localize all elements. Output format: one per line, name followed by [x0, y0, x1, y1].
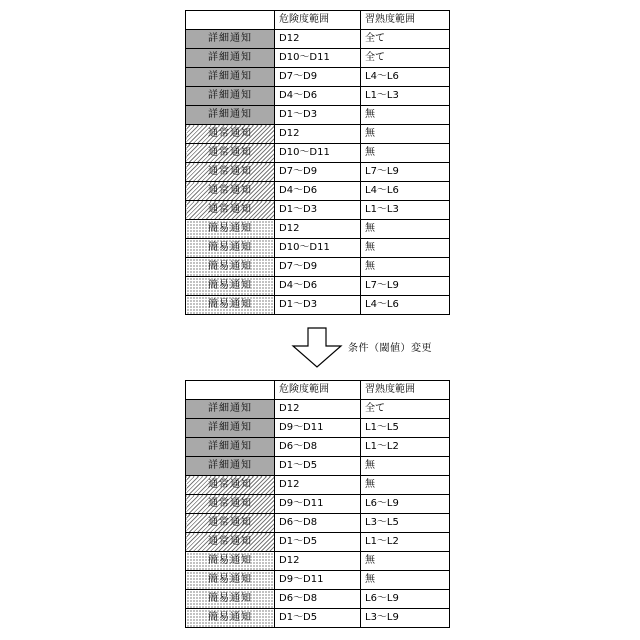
header-blank-cell — [186, 381, 275, 400]
notification-type-label: 通常通知 — [206, 166, 254, 177]
notification-type-cell — [186, 277, 275, 296]
notification-type-cell — [186, 571, 275, 590]
notification-type-cell — [186, 552, 275, 571]
table-row — [186, 457, 450, 476]
danger-range-cell: D7〜D9 — [275, 68, 361, 87]
notification-type-cell — [186, 590, 275, 609]
notification-type-cell — [186, 30, 275, 49]
notification-type-cell — [186, 49, 275, 68]
notification-type-label: 通常通知 — [206, 204, 254, 215]
skill-range-cell: L1〜L5 — [361, 419, 450, 438]
danger-range-cell: D7〜D9 — [275, 258, 361, 277]
notification-type-label: 通常通知 — [206, 536, 254, 547]
table-row — [186, 239, 450, 258]
table-row — [186, 514, 450, 533]
danger-range-cell: D1〜D3 — [275, 106, 361, 125]
table-row — [186, 277, 450, 296]
table-row — [186, 296, 450, 315]
notification-type-cell — [186, 533, 275, 552]
danger-range-cell: D12 — [275, 476, 361, 495]
danger-range-cell: D1〜D5 — [275, 609, 361, 628]
skill-range-cell: 全て — [361, 49, 450, 68]
skill-range-cell: 全て — [361, 30, 450, 49]
danger-range-cell: D1〜D5 — [275, 533, 361, 552]
table-row — [186, 571, 450, 590]
notification-type-label: 通常通知 — [206, 517, 254, 528]
notification-type-cell — [186, 182, 275, 201]
notification-type-label: 簡易通知 — [206, 223, 254, 234]
notification-type-cell — [186, 419, 275, 438]
table-before-body — [186, 11, 450, 315]
notification-type-cell — [186, 476, 275, 495]
skill-range-cell: 無 — [361, 571, 450, 590]
notification-type-label: 詳細通知 — [206, 33, 254, 44]
notification-type-label: 通常通知 — [206, 498, 254, 509]
danger-range-cell: D12 — [275, 552, 361, 571]
table-row — [186, 552, 450, 571]
notification-type-cell — [186, 220, 275, 239]
danger-range-cell: D12 — [275, 220, 361, 239]
danger-range-cell: D12 — [275, 125, 361, 144]
table-row — [186, 438, 450, 457]
danger-range-cell: D4〜D6 — [275, 277, 361, 296]
notification-type-cell — [186, 125, 275, 144]
notification-type-label: 通常通知 — [206, 128, 254, 139]
notification-type-label: 詳細通知 — [206, 109, 254, 120]
notification-type-label: 詳細通知 — [206, 441, 254, 452]
table-row — [186, 201, 450, 220]
skill-range-cell: L1〜L2 — [361, 533, 450, 552]
notification-type-cell — [186, 495, 275, 514]
danger-range-cell: D1〜D5 — [275, 457, 361, 476]
table-row — [186, 182, 450, 201]
table-after-body — [186, 381, 450, 628]
header-blank-cell — [186, 11, 275, 30]
table-row — [186, 30, 450, 49]
danger-range-cell: D1〜D3 — [275, 296, 361, 315]
table-row — [186, 476, 450, 495]
skill-range-cell: 無 — [361, 106, 450, 125]
table-row — [186, 220, 450, 239]
skill-range-cell: L1〜L2 — [361, 438, 450, 457]
skill-range-cell: L7〜L9 — [361, 163, 450, 182]
notification-type-label: 簡易通知 — [206, 280, 254, 291]
notification-type-cell — [186, 457, 275, 476]
header-row — [186, 11, 450, 30]
notification-type-cell — [186, 514, 275, 533]
skill-range-cell: 無 — [361, 457, 450, 476]
skill-range-cell: L4〜L6 — [361, 68, 450, 87]
table-row — [186, 163, 450, 182]
notification-type-label: 通常通知 — [206, 147, 254, 158]
table-row — [186, 68, 450, 87]
notification-type-label: 通常通知 — [206, 185, 254, 196]
skill-range-cell: L3〜L9 — [361, 609, 450, 628]
skill-range-cell: L6〜L9 — [361, 495, 450, 514]
condition-change-label: 条件（閾値）変更 — [348, 339, 432, 354]
skill-range-cell: 無 — [361, 220, 450, 239]
table-row — [186, 590, 450, 609]
notification-type-label: 詳細通知 — [206, 403, 254, 414]
skill-range-cell: L1〜L3 — [361, 87, 450, 106]
danger-range-cell: D9〜D11 — [275, 495, 361, 514]
header-skill-range: 習熟度範囲 — [361, 11, 450, 30]
notification-type-cell — [186, 609, 275, 628]
header-row — [186, 381, 450, 400]
notification-type-cell — [186, 163, 275, 182]
notification-type-label: 簡易通知 — [206, 593, 254, 604]
table-row — [186, 49, 450, 68]
danger-range-cell: D4〜D6 — [275, 87, 361, 106]
notification-type-label: 詳細通知 — [206, 71, 254, 82]
danger-range-cell: D4〜D6 — [275, 182, 361, 201]
table-row — [186, 419, 450, 438]
notification-type-cell — [186, 400, 275, 419]
notification-type-label: 詳細通知 — [206, 90, 254, 101]
skill-range-cell: L6〜L9 — [361, 590, 450, 609]
table-row — [186, 125, 450, 144]
skill-range-cell: L7〜L9 — [361, 277, 450, 296]
notification-type-cell — [186, 68, 275, 87]
danger-range-cell: D6〜D8 — [275, 514, 361, 533]
notification-type-cell — [186, 258, 275, 277]
danger-range-cell: D10〜D11 — [275, 144, 361, 163]
skill-range-cell: 無 — [361, 144, 450, 163]
danger-range-cell: D10〜D11 — [275, 49, 361, 68]
skill-range-cell: L4〜L6 — [361, 182, 450, 201]
danger-range-cell: D9〜D11 — [275, 571, 361, 590]
notification-type-label: 簡易通知 — [206, 299, 254, 310]
skill-range-cell: 無 — [361, 552, 450, 571]
skill-range-cell: L4〜L6 — [361, 296, 450, 315]
header-skill-range: 習熟度範囲 — [361, 381, 450, 400]
skill-range-cell: 全て — [361, 400, 450, 419]
danger-range-cell: D1〜D3 — [275, 201, 361, 220]
danger-range-cell: D6〜D8 — [275, 590, 361, 609]
down-arrow-icon — [291, 327, 343, 369]
skill-range-cell: 無 — [361, 258, 450, 277]
notification-type-label: 詳細通知 — [206, 422, 254, 433]
notification-type-cell — [186, 106, 275, 125]
danger-range-cell: D6〜D8 — [275, 438, 361, 457]
notification-type-label: 詳細通知 — [206, 460, 254, 471]
danger-range-cell: D7〜D9 — [275, 163, 361, 182]
header-danger-range: 危険度範囲 — [275, 11, 361, 30]
danger-range-cell: D12 — [275, 400, 361, 419]
notification-type-label: 簡易通知 — [206, 555, 254, 566]
table-row — [186, 144, 450, 163]
table-before-change — [185, 10, 450, 315]
notification-type-label: 簡易通知 — [206, 242, 254, 253]
notification-type-label: 簡易通知 — [206, 612, 254, 623]
table-row — [186, 533, 450, 552]
table-row — [186, 609, 450, 628]
notification-type-label: 簡易通知 — [206, 261, 254, 272]
notification-type-cell — [186, 438, 275, 457]
skill-range-cell: L1〜L3 — [361, 201, 450, 220]
notification-type-label: 簡易通知 — [206, 574, 254, 585]
skill-range-cell: 無 — [361, 125, 450, 144]
table-row — [186, 106, 450, 125]
danger-range-cell: D10〜D11 — [275, 239, 361, 258]
notification-type-cell — [186, 201, 275, 220]
table-after-change — [185, 380, 450, 628]
notification-type-cell — [186, 87, 275, 106]
table-row — [186, 495, 450, 514]
skill-range-cell: L3〜L5 — [361, 514, 450, 533]
table-row — [186, 258, 450, 277]
skill-range-cell: 無 — [361, 239, 450, 258]
notification-type-label: 詳細通知 — [206, 52, 254, 63]
notification-type-cell — [186, 144, 275, 163]
table-row — [186, 87, 450, 106]
danger-range-cell: D9〜D11 — [275, 419, 361, 438]
skill-range-cell: 無 — [361, 476, 450, 495]
header-danger-range: 危険度範囲 — [275, 381, 361, 400]
danger-range-cell: D12 — [275, 30, 361, 49]
table-row — [186, 400, 450, 419]
notification-type-cell — [186, 239, 275, 258]
notification-type-cell — [186, 296, 275, 315]
notification-type-label: 通常通知 — [206, 479, 254, 490]
